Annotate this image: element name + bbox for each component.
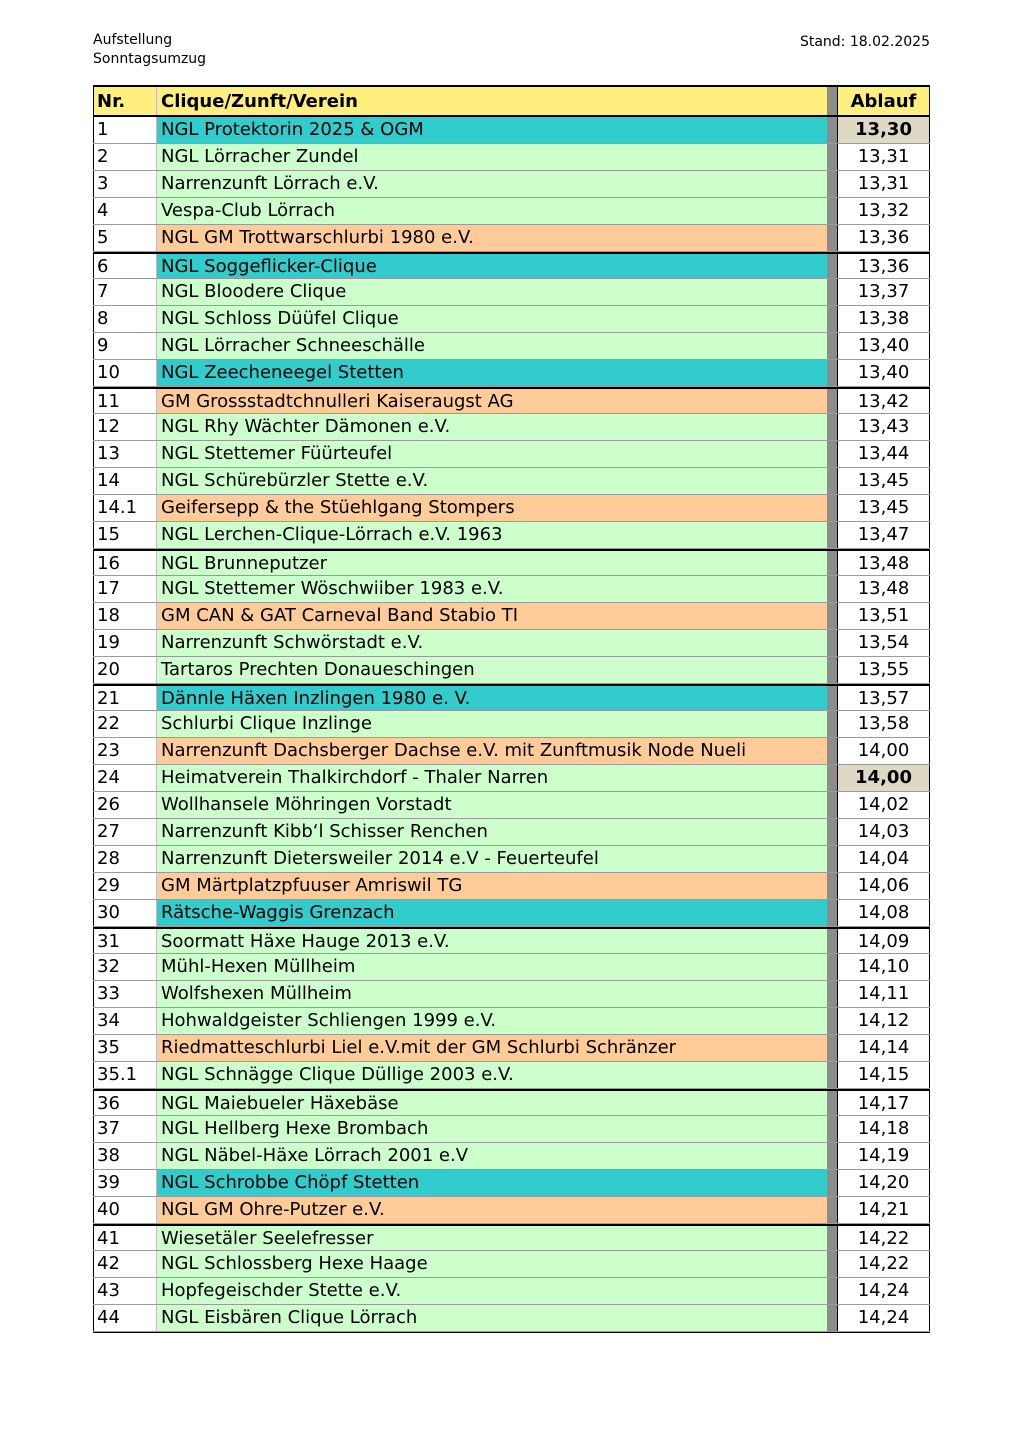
row-time: 13,48 <box>837 576 930 602</box>
title-line-2: Sonntagsumzug <box>93 51 207 67</box>
row-time: 14,24 <box>837 1305 930 1331</box>
row-name: Tartaros Prechten Donaueschingen <box>157 657 827 683</box>
table-row <box>93 306 930 333</box>
column-separator <box>827 414 837 440</box>
column-separator <box>827 441 837 467</box>
row-time: 13,32 <box>837 198 930 224</box>
column-separator <box>827 846 837 872</box>
table-row <box>93 927 930 954</box>
row-name: NGL Schrobbe Chöpf Stetten <box>157 1170 827 1196</box>
title-line-1: Aufstellung <box>93 32 173 48</box>
table-row <box>93 1251 930 1278</box>
table-row <box>93 198 930 225</box>
column-separator <box>827 630 837 656</box>
row-time: 14,02 <box>837 792 930 818</box>
column-separator <box>827 1197 837 1223</box>
row-name: GM Grossstadtchnulleri Kaiseraugst AG <box>157 389 827 413</box>
row-time: 14,17 <box>837 1091 930 1115</box>
row-time: 14,03 <box>837 819 930 845</box>
row-time: 14,22 <box>837 1251 930 1277</box>
row-time: 13,36 <box>837 225 930 251</box>
row-time: 13,42 <box>837 389 930 413</box>
row-time: 14,04 <box>837 846 930 872</box>
column-separator <box>827 171 837 197</box>
row-name: Wollhansele Möhringen Vorstadt <box>157 792 827 818</box>
row-name: Wiesetäler Seelefresser <box>157 1226 827 1250</box>
row-time: 14,08 <box>837 900 930 926</box>
table-row <box>93 522 930 549</box>
column-separator <box>827 576 837 602</box>
row-time: 14,00 <box>837 765 930 791</box>
table-row <box>93 279 930 306</box>
table-row <box>93 225 930 252</box>
column-separator <box>827 1091 837 1115</box>
column-separator <box>827 333 837 359</box>
header-nr: Nr. <box>93 87 157 115</box>
row-name: NGL Schlossberg Hexe Haage <box>157 1251 827 1277</box>
table-row <box>93 819 930 846</box>
row-name: NGL Lörracher Schneeschälle <box>157 333 827 359</box>
row-name: NGL Stettemer Füürteufel <box>157 441 827 467</box>
row-nr: 33 <box>93 981 157 1007</box>
column-separator <box>827 981 837 1007</box>
table-row <box>93 144 930 171</box>
column-separator <box>827 954 837 980</box>
row-nr: 34 <box>93 1008 157 1034</box>
row-time: 13,40 <box>837 333 930 359</box>
row-time: 14,10 <box>837 954 930 980</box>
column-separator <box>827 1226 837 1250</box>
row-time: 13,40 <box>837 360 930 386</box>
table-row <box>93 360 930 387</box>
row-name: NGL GM Ohre-Putzer e.V. <box>157 1197 827 1223</box>
row-name: Mühl-Hexen Müllheim <box>157 954 827 980</box>
row-name: Dännle Häxen Inzlingen 1980 e. V. <box>157 686 827 710</box>
row-nr: 6 <box>93 254 157 278</box>
table-row <box>93 873 930 900</box>
row-nr: 21 <box>93 686 157 710</box>
row-time: 13,31 <box>837 171 930 197</box>
row-name: Narrenzunft Lörrach e.V. <box>157 171 827 197</box>
column-separator <box>827 551 837 575</box>
row-nr: 28 <box>93 846 157 872</box>
row-nr: 30 <box>93 900 157 926</box>
row-time: 13,51 <box>837 603 930 629</box>
table-row <box>93 1170 930 1197</box>
table-row <box>93 495 930 522</box>
column-separator <box>827 819 837 845</box>
row-nr: 40 <box>93 1197 157 1223</box>
column-separator <box>827 144 837 170</box>
column-separator <box>827 1035 837 1061</box>
row-nr: 23 <box>93 738 157 764</box>
table-row <box>93 792 930 819</box>
row-name: Narrenzunft Dietersweiler 2014 e.V - Feuerteufel <box>157 846 827 872</box>
column-separator <box>827 87 837 115</box>
header-time: Ablauf <box>837 87 930 115</box>
row-time: 13,43 <box>837 414 930 440</box>
row-nr: 18 <box>93 603 157 629</box>
table-row <box>93 252 930 279</box>
row-time: 13,54 <box>837 630 930 656</box>
row-name: NGL Hellberg Hexe Brombach <box>157 1116 827 1142</box>
row-nr: 15 <box>93 522 157 548</box>
table-row <box>93 1305 930 1332</box>
table-row <box>93 387 930 414</box>
row-name: GM Märtplatzpfuuser Amriswil TG <box>157 873 827 899</box>
row-time: 14,11 <box>837 981 930 1007</box>
row-time: 14,24 <box>837 1278 930 1304</box>
row-nr: 14.1 <box>93 495 157 521</box>
row-nr: 38 <box>93 1143 157 1169</box>
column-separator <box>827 254 837 278</box>
row-time: 13,36 <box>837 254 930 278</box>
table-row <box>93 630 930 657</box>
stand-date: Stand: 18.02.2025 <box>799 34 930 50</box>
row-nr: 41 <box>93 1226 157 1250</box>
row-time: 13,57 <box>837 686 930 710</box>
row-nr: 36 <box>93 1091 157 1115</box>
row-name: Narrenzunft Kibb‘l Schisser Renchen <box>157 819 827 845</box>
column-separator <box>827 738 837 764</box>
row-nr: 19 <box>93 630 157 656</box>
column-separator <box>827 1251 837 1277</box>
row-nr: 9 <box>93 333 157 359</box>
table-row <box>93 1089 930 1116</box>
table-row <box>93 738 930 765</box>
row-nr: 7 <box>93 279 157 305</box>
table-body <box>93 117 930 1333</box>
row-name: Narrenzunft Dachsberger Dachse e.V. mit Zunftmusik Node Nueli <box>157 738 827 764</box>
row-nr: 44 <box>93 1305 157 1331</box>
column-separator <box>827 1305 837 1331</box>
row-time: 14,20 <box>837 1170 930 1196</box>
row-time: 14,06 <box>837 873 930 899</box>
row-time: 13,47 <box>837 522 930 548</box>
table-row <box>93 981 930 1008</box>
row-name: NGL Zeecheneegel Stetten <box>157 360 827 386</box>
row-nr: 24 <box>93 765 157 791</box>
header-name: Clique/Zunft/Verein <box>157 87 827 115</box>
table-row <box>93 1143 930 1170</box>
table-row <box>93 441 930 468</box>
row-nr: 10 <box>93 360 157 386</box>
row-time: 14,18 <box>837 1116 930 1142</box>
column-separator <box>827 1170 837 1196</box>
lineup-table <box>93 85 930 1333</box>
row-nr: 35.1 <box>93 1062 157 1088</box>
row-name: Geifersepp & the Stüehlgang Stompers <box>157 495 827 521</box>
column-separator <box>827 360 837 386</box>
row-name: NGL Maiebueler Häxebäse <box>157 1091 827 1115</box>
row-nr: 14 <box>93 468 157 494</box>
column-separator <box>827 1278 837 1304</box>
column-separator <box>827 603 837 629</box>
table-row <box>93 765 930 792</box>
column-separator <box>827 495 837 521</box>
row-name: NGL Lörracher Zundel <box>157 144 827 170</box>
row-nr: 27 <box>93 819 157 845</box>
table-row <box>93 1008 930 1035</box>
column-separator <box>827 686 837 710</box>
row-nr: 5 <box>93 225 157 251</box>
column-separator <box>827 117 837 143</box>
column-separator <box>827 900 837 926</box>
table-row <box>93 1035 930 1062</box>
row-time: 14,14 <box>837 1035 930 1061</box>
table-row <box>93 711 930 738</box>
row-name: NGL Stettemer Wöschwiiber 1983 e.V. <box>157 576 827 602</box>
column-separator <box>827 657 837 683</box>
row-time: 14,15 <box>837 1062 930 1088</box>
row-nr: 26 <box>93 792 157 818</box>
column-separator <box>827 1008 837 1034</box>
column-separator <box>827 1116 837 1142</box>
row-name: NGL Schürebürzler Stette e.V. <box>157 468 827 494</box>
row-name: Riedmatteschlurbi Liel e.V.mit der GM Schlurbi Schränzer <box>157 1035 827 1061</box>
row-name: NGL GM Trottwarschlurbi 1980 e.V. <box>157 225 827 251</box>
row-time: 13,58 <box>837 711 930 737</box>
row-name: Schlurbi Clique Inzlinge <box>157 711 827 737</box>
table-header-row <box>93 85 930 117</box>
row-time: 14,00 <box>837 738 930 764</box>
row-time: 14,19 <box>837 1143 930 1169</box>
column-separator <box>827 873 837 899</box>
column-separator <box>827 765 837 791</box>
row-nr: 13 <box>93 441 157 467</box>
row-name: Narrenzunft Schwörstadt e.V. <box>157 630 827 656</box>
row-time: 13,48 <box>837 551 930 575</box>
column-separator <box>827 1062 837 1088</box>
row-name: NGL Bloodere Clique <box>157 279 827 305</box>
table-row <box>93 171 930 198</box>
document-title <box>93 31 206 69</box>
column-separator <box>827 306 837 332</box>
table-row <box>93 549 930 576</box>
row-name: NGL Näbel-Häxe Lörrach 2001 e.V <box>157 1143 827 1169</box>
column-separator <box>827 1143 837 1169</box>
table-row <box>93 954 930 981</box>
column-separator <box>827 711 837 737</box>
column-separator <box>827 279 837 305</box>
row-nr: 29 <box>93 873 157 899</box>
row-nr: 2 <box>93 144 157 170</box>
row-name: NGL Rhy Wächter Dämonen e.V. <box>157 414 827 440</box>
row-time: 13,38 <box>837 306 930 332</box>
row-nr: 3 <box>93 171 157 197</box>
row-nr: 16 <box>93 551 157 575</box>
row-name: Hopfegeischder Stette e.V. <box>157 1278 827 1304</box>
row-time: 14,21 <box>837 1197 930 1223</box>
table-row <box>93 1062 930 1089</box>
row-name: NGL Protektorin 2025 & OGM <box>157 117 827 143</box>
row-time: 14,22 <box>837 1226 930 1250</box>
column-separator <box>827 198 837 224</box>
column-separator <box>827 792 837 818</box>
row-name: Vespa-Club Lörrach <box>157 198 827 224</box>
table-bottom-border <box>93 1332 930 1333</box>
row-time: 13,44 <box>837 441 930 467</box>
row-nr: 43 <box>93 1278 157 1304</box>
table-row <box>93 900 930 927</box>
row-time: 13,45 <box>837 495 930 521</box>
row-nr: 39 <box>93 1170 157 1196</box>
row-nr: 17 <box>93 576 157 602</box>
table-row <box>93 1197 930 1224</box>
column-separator <box>827 929 837 953</box>
table-row <box>93 684 930 711</box>
row-nr: 20 <box>93 657 157 683</box>
table-row <box>93 657 930 684</box>
table-row <box>93 1116 930 1143</box>
table-row <box>93 468 930 495</box>
table-row <box>93 414 930 441</box>
row-nr: 22 <box>93 711 157 737</box>
row-time: 13,31 <box>837 144 930 170</box>
row-name: Heimatverein Thalkirchdorf - Thaler Narren <box>157 765 827 791</box>
row-time: 13,55 <box>837 657 930 683</box>
row-name: NGL Soggeflicker-Clique <box>157 254 827 278</box>
column-separator <box>827 522 837 548</box>
table-row <box>93 576 930 603</box>
row-time: 13,45 <box>837 468 930 494</box>
row-name: NGL Eisbären Clique Lörrach <box>157 1305 827 1331</box>
row-name: NGL Schloss Düüfel Clique <box>157 306 827 332</box>
row-nr: 31 <box>93 929 157 953</box>
column-separator <box>827 468 837 494</box>
row-nr: 1 <box>93 117 157 143</box>
row-nr: 42 <box>93 1251 157 1277</box>
row-name: Soormatt Häxe Hauge 2013 e.V. <box>157 929 827 953</box>
row-name: Rätsche-Waggis Grenzach <box>157 900 827 926</box>
row-time: 13,30 <box>837 117 930 143</box>
row-nr: 8 <box>93 306 157 332</box>
table-row <box>93 117 930 144</box>
column-separator <box>827 225 837 251</box>
row-name: Wolfshexen Müllheim <box>157 981 827 1007</box>
row-nr: 11 <box>93 389 157 413</box>
table-row <box>93 603 930 630</box>
table-row <box>93 846 930 873</box>
table-row <box>93 333 930 360</box>
row-name: NGL Lerchen-Clique-Lörrach e.V. 1963 <box>157 522 827 548</box>
row-nr: 35 <box>93 1035 157 1061</box>
row-nr: 37 <box>93 1116 157 1142</box>
row-time: 14,12 <box>837 1008 930 1034</box>
row-nr: 32 <box>93 954 157 980</box>
table-row <box>93 1224 930 1251</box>
column-separator <box>827 389 837 413</box>
row-nr: 4 <box>93 198 157 224</box>
table-row <box>93 1278 930 1305</box>
row-name: Hohwaldgeister Schliengen 1999 e.V. <box>157 1008 827 1034</box>
row-time: 13,37 <box>837 279 930 305</box>
row-time: 14,09 <box>837 929 930 953</box>
row-name: NGL Brunneputzer <box>157 551 827 575</box>
row-nr: 12 <box>93 414 157 440</box>
row-name: GM CAN & GAT Carneval Band Stabio TI <box>157 603 827 629</box>
row-name: NGL Schnägge Clique Düllige 2003 e.V. <box>157 1062 827 1088</box>
